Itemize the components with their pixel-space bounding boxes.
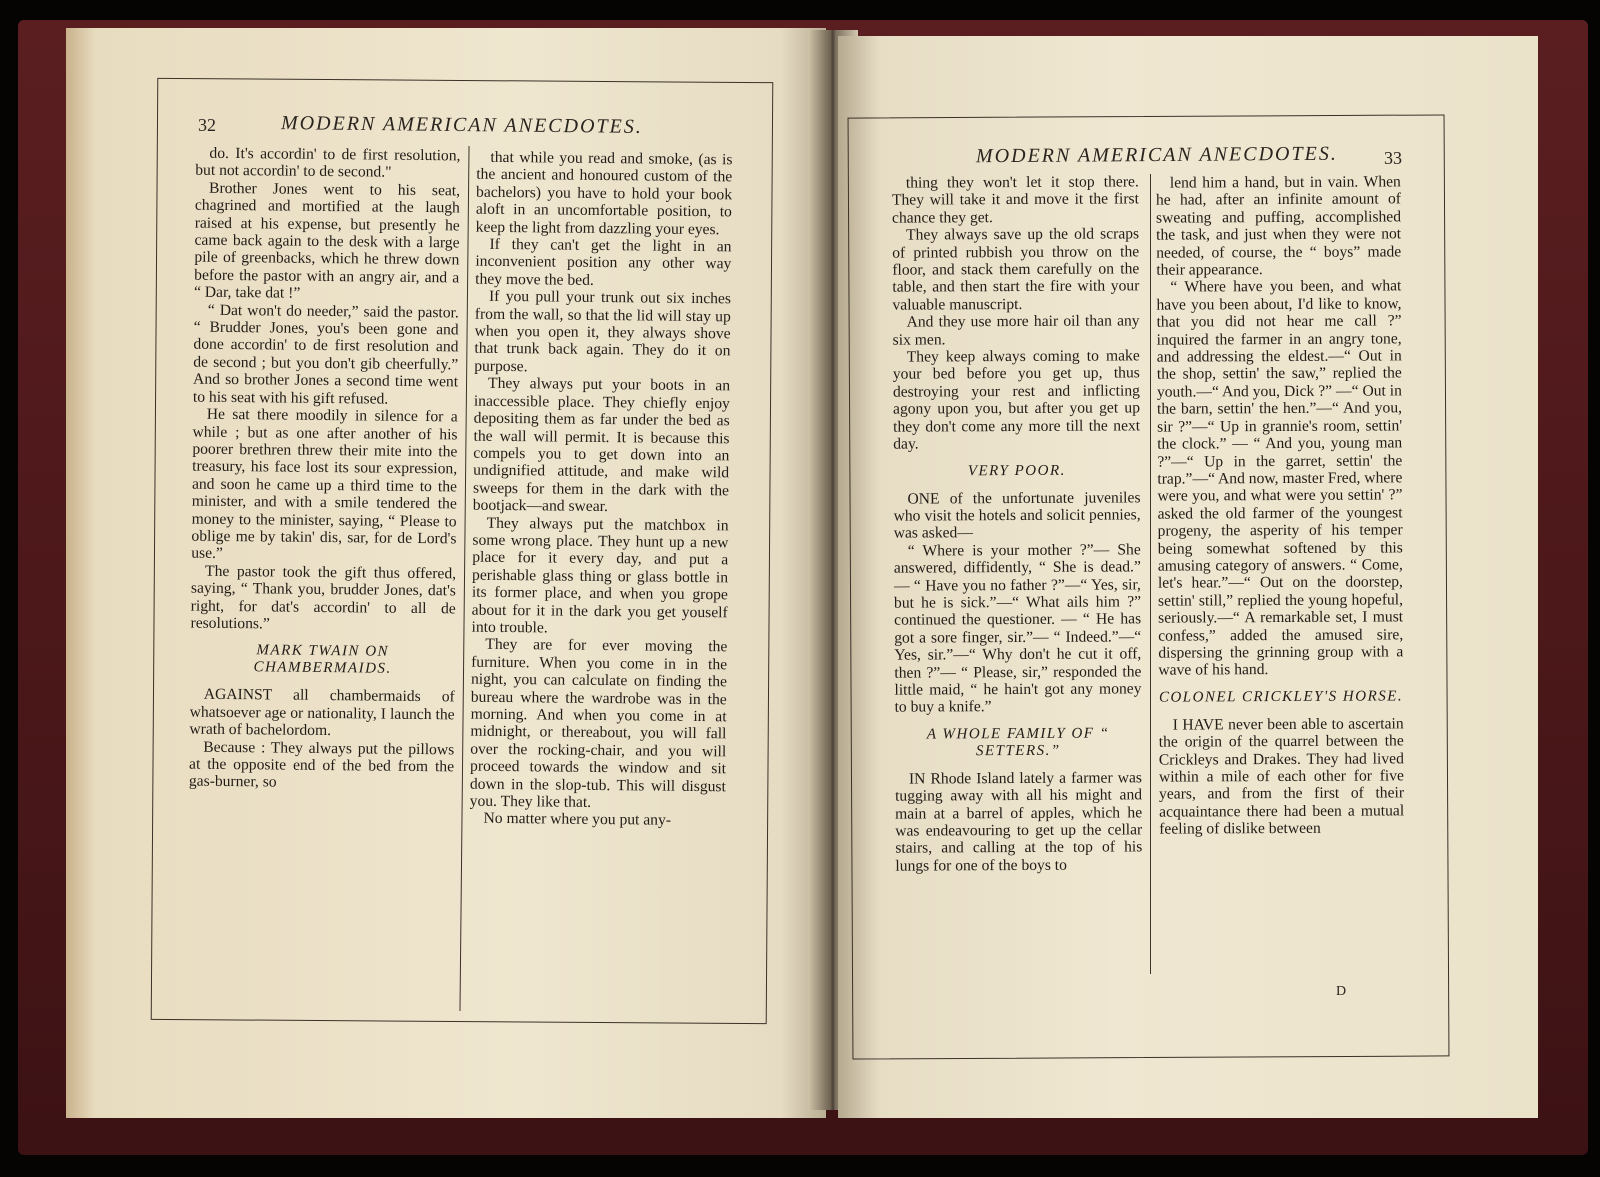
paragraph: They always save up the old scraps of printed rubbish you throw on the floor, and stack them carefully on the table, and then start the fire with your valuable manuscript. bbox=[892, 225, 1140, 314]
paragraph: They keep always coming to make your bed before you get up, thus destroying your rest and inflicting agony upon you, but after you get up they don't come any more till the next day. bbox=[892, 347, 1141, 453]
paragraph: Because : They always put the pillows at the opposite end of the bed from the gas-burner, so bbox=[188, 738, 455, 791]
right-page bbox=[838, 36, 1538, 1118]
paragraph: They always put your boots in an inaccessible place. They chiefly enjoy depositing them as far under the bed as the wall will permit. It is because this compels you to get down into an undignified attitude, and make wild sweeps for them in the dark with the bootjack—and swear. bbox=[472, 375, 731, 516]
right-running-head: MODERN AMERICAN ANECDOTES. bbox=[975, 142, 1338, 168]
right-column-rule bbox=[1150, 174, 1151, 974]
anecdote-heading: MARK TWAIN ON CHAMBERMAIDS. bbox=[253, 642, 392, 678]
paragraph: They are for ever moving the furniture. When you come in in the night, you can calculate on finding the bureau where the wardrobe was in the morning. And when you come in at midnight, or thereabout, you will fall over the rocking-chair, and you will proceed towards the window and sit down in the slop-tub. This will disgust you. They like that. bbox=[469, 636, 728, 811]
paragraph: The pastor took the gift thus offered, saying, “ Thank you, brudder Jones, dat's right, for dat's accordin' to all de resolutions.” bbox=[190, 562, 457, 633]
paragraph: And they use more hair oil than any six men. bbox=[892, 312, 1140, 349]
paragraph: “ Where is your mother ?”— She answered, diffidently, “ She is dead.” — “ Have you no father ?”—“ Yes, sir, but he is sick.”—“ What ails him ?” continued the questioner. — “ He has got a sore finger, sir.”— “ Indeed.”—“ Yes, sir.”—“ Why don't he cut it off, then ?”— “ Please, sir,” responded the little maid, “ he hain't got any money to buy a knife.” bbox=[893, 541, 1142, 717]
paragraph: Brother Jones went to his seat, chagrined and mortified at the laugh raised at his expense, but presently he came back again to the desk with a large pile of greenbacks, which he threw down before the pastor with an angry air, and a “ Dar, take dat !” bbox=[193, 179, 461, 302]
signature-mark: D bbox=[1336, 984, 1347, 999]
left-page bbox=[66, 28, 826, 1118]
paragraph: do. It's accordin' to de first resolution, but not accordin' to de second." bbox=[195, 144, 461, 182]
anecdote-heading: A WHOLE FAMILY OF “ SETTERS.” bbox=[926, 725, 1110, 760]
paragraph: ONE of the unfortunate juveniles who visit the hotels and solicit pennies, was asked— bbox=[893, 488, 1141, 542]
left-column-1 bbox=[186, 145, 460, 1018]
paragraph: thing they won't let it stop there. They will take it and move it the first chance they get. bbox=[891, 173, 1139, 227]
paragraph: No matter where you put any- bbox=[483, 810, 672, 830]
paragraph: If they can't get the light in an inconvenient position any other way they move the bed. bbox=[475, 235, 732, 289]
right-column-1 bbox=[892, 173, 1143, 1019]
anecdote-heading: COLONEL CRICKLEY'S HORSE. bbox=[1158, 688, 1404, 706]
paragraph: “ Where have you been, and what have you been about, I'd like to know, that you did not hear me call ?” inquired the farmer in an angry tone, and addressing the eldest.—“ Out in the shop, settin' the saw,” replied the youth.—“ And you, Dick ?” —“ Out in the barn, settin' the hen.”—“ And you, sir ?”—“ Up in grannie's room, settin' the clock.” — “ And you, young man ?”—“ Up in the garret, settin' the trap.”—“ And now, master Fred, where were you, and what were you settin' ?” asked the old farmer of the youngest progeny, the asperity of his temper being somewhat softened by this amusing category of answers. “ Come, let's hear.”—“ Out on the doorstep, settin' still,” replied the young hopeful, seriously.—“ A remarkable set, I must confess,” added the amused sire, dispersing the grinning group with a wave of his hand. bbox=[1156, 277, 1404, 680]
right-column-2 bbox=[1156, 173, 1405, 1019]
paragraph: AGAINST all chambermaids of whatsoever age or nationality, I launch the wrath of bachelordom. bbox=[189, 686, 455, 740]
anecdote-heading: VERY POOR. bbox=[967, 462, 1066, 479]
paragraph: They always put the matchbox in some wrong place. They hunt up a new place for it every day, and put a perishable glass thing or glass bottle in its former place, and when you grope about for it in the dark you get youself into trouble. bbox=[471, 514, 729, 637]
paragraph: that while you read and smoke, (as is the ancient and honoured custom of the bachelors) you have to hold your book aloft in an uncomfortable position, to keep the light from dazzling your eyes. bbox=[475, 148, 733, 238]
paragraph: I HAVE never been able to ascertain the origin of the quarrel between the Crickleys and Drakes. They had lived within a mile of each other for five years, and from the first of their acquaintance there had been a mutual feeling of dislike between bbox=[1158, 715, 1405, 838]
paragraph: “ Dat won't do needer,” said the pastor. “ Brudder Jones, you's been gone and done accordin' to de first resolution and de second ; but you don't gib cheerfully.” And so brother Jones a second time went to his seat with his gift refused. bbox=[192, 301, 459, 408]
paragraph: IN Rhode Island lately a farmer was tugging away with all his might and main at a barrel of apples, which he was endeavouring to get up the cellar stairs, and calling at the top of his lungs for one of the boys to bbox=[895, 769, 1143, 875]
paragraph: lend him a hand, but in vain. When he had, after an infinite amount of sweating and puffing, accomplished the task, and just when they were not needed, of course, the “ boys” made their appearance. bbox=[1155, 173, 1402, 279]
left-page-number: 32 bbox=[198, 115, 216, 135]
paragraph: He sat there moodily in silence for a while ; but as one after another of his poorer brethren threw their mite into the treasury, his face lost its sour expression, and soon he came up a third time to the minister, and with a smile tendered the money to the minister, saying, “ Please to oblige me by takin' dis, sar, for de Lord's use.” bbox=[191, 405, 458, 563]
paragraph: If you pull your trunk out six inches from the wall, so that the lid will stay up when you open it, they always shove that trunk back again. They do it on purpose. bbox=[474, 288, 732, 376]
right-page-number: 33 bbox=[1384, 148, 1402, 168]
left-running-head: MODERN AMERICAN ANECDOTES. bbox=[280, 112, 643, 138]
left-column-2 bbox=[467, 149, 732, 1018]
